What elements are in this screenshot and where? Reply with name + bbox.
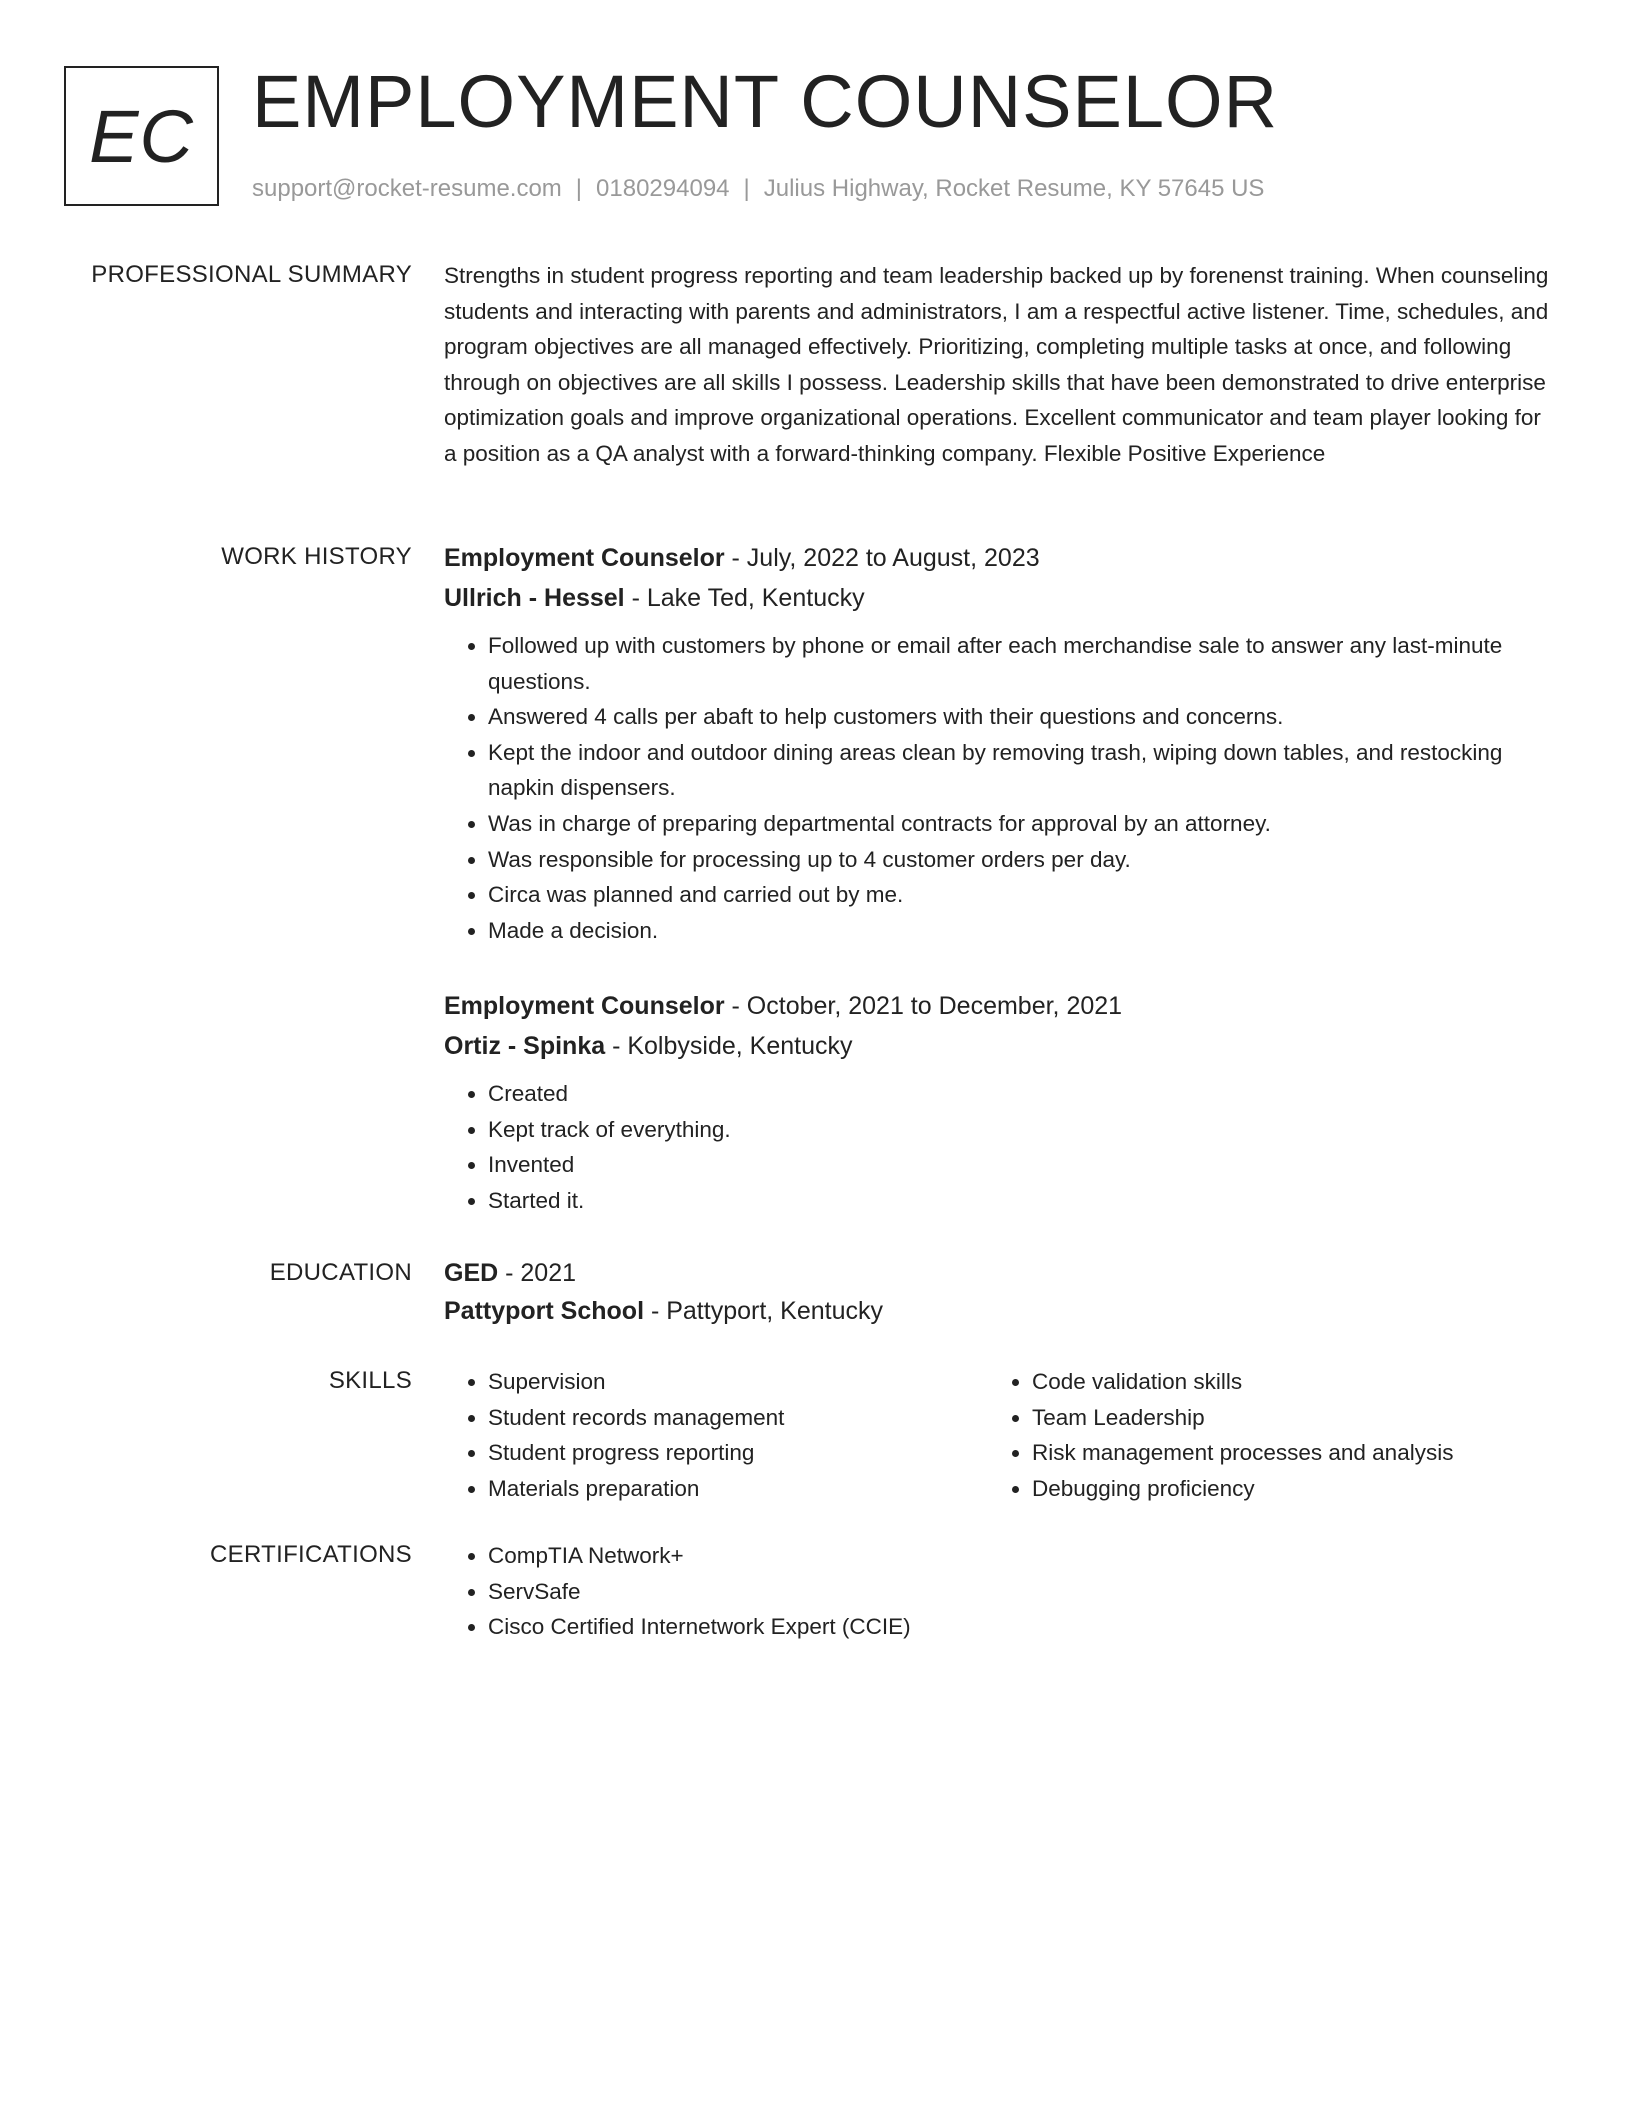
job-bullet: • Kept track of everything. [488, 1112, 1554, 1148]
education-school-line [444, 1292, 1554, 1330]
skills-heading: SKILLS [328, 1367, 412, 1394]
education-degree: GED [444, 1259, 499, 1287]
education-year: - 2021 [498, 1259, 577, 1287]
job-dates: - July, 2022 to August, 2023 [724, 544, 1040, 572]
job-bullet: • Created [488, 1076, 1554, 1112]
job-bullets [444, 1076, 1554, 1218]
skills-columns [444, 1364, 1554, 1506]
skill-item: • Team Leadership [1032, 1400, 1532, 1436]
certifications-heading: CERTIFICATIONS [210, 1541, 412, 1568]
certifications-list [444, 1538, 1554, 1645]
contact-line [252, 172, 1264, 206]
summary-text: Strengths in student progress reporting and team leadership backed up by forenenst training. When counseling students and interacting with parents and administrators, I am a respectful active listener. Time, schedules, and program objectives are all managed effectively. Prioritizing, completing multiple tasks at once, and following through on objectives are all skills I possess. Leadership skills that have been demonstrated to drive enterprise optimization goals and improve organizational operations. Excellent communicator and team player looking for a position as a QA analyst with a forward-thinking company. Flexible Positive Experience [444, 263, 1549, 466]
job-bullet: • Made a decision. [488, 913, 1554, 949]
monogram-box [64, 66, 219, 206]
contact-phone[interactable]: 0180294094 [596, 175, 730, 202]
education-location: - Pattyport, Kentucky [644, 1297, 884, 1325]
candidate-name: EMPLOYMENT COUNSELOR [252, 60, 1279, 143]
job-dates: - October, 2021 to December, 2021 [724, 992, 1123, 1020]
certification-item: • Cisco Certified Internetwork Expert (CCIE) [488, 1609, 1554, 1645]
job-bullet: • Followed up with customers by phone or email after each merchandise sale to answer any last-minute questions. [488, 628, 1554, 699]
certification-item: • ServSafe [488, 1574, 1554, 1610]
work-history-heading: WORK HISTORY [221, 543, 412, 570]
certification-item: • CompTIA Network+ [488, 1538, 1554, 1574]
job-bullet: • Started it. [488, 1183, 1554, 1219]
job-bullet: • Was responsible for processing up to 4 customer orders per day. [488, 842, 1554, 878]
job-location: - Lake Ted, Kentucky [624, 584, 865, 612]
job-bullet: • Answered 4 calls per abaft to help customers with their questions and concerns. [488, 699, 1554, 735]
contact-separator: | [743, 175, 750, 202]
skill-item: • Student progress reporting [488, 1435, 988, 1471]
job-entry [444, 538, 1554, 948]
job-title-line [444, 986, 1554, 1026]
job-title-line [444, 538, 1554, 578]
contact-separator: | [575, 175, 583, 202]
job-company-line [444, 578, 1554, 618]
job-entry [444, 986, 1554, 1218]
job-bullets [444, 628, 1554, 948]
job-bullet: • Was in charge of preparing departmental contracts for approval by an attorney. [488, 806, 1554, 842]
skill-item: • Student records management [488, 1400, 988, 1436]
job-bullet: • Circa was planned and carried out by me. [488, 877, 1554, 913]
skill-item: • Materials preparation [488, 1471, 988, 1507]
job-title: Employment Counselor [444, 992, 725, 1020]
summary-heading: PROFESSIONAL SUMMARY [91, 261, 412, 288]
education-degree-line [444, 1254, 1554, 1292]
job-bullet: • Kept the indoor and outdoor dining areas clean by removing trash, wiping down tables, and restocking napkin dispensers. [488, 735, 1554, 806]
education-heading: EDUCATION [269, 1259, 412, 1286]
job-bullet: • Invented [488, 1147, 1554, 1183]
skill-item: • Supervision [488, 1364, 988, 1400]
skill-item: • Risk management processes and analysis [1032, 1435, 1532, 1471]
job-title: Employment Counselor [444, 544, 725, 572]
job-location: - Kolbyside, Kentucky [605, 1032, 853, 1060]
job-company: Ortiz - Spinka [444, 1032, 606, 1060]
job-company-line [444, 1026, 1554, 1066]
skill-item: • Debugging proficiency [1032, 1471, 1532, 1507]
skills-list-left [444, 1364, 988, 1506]
skill-item: • Code validation skills [1032, 1364, 1532, 1400]
education-school: Pattyport School [444, 1297, 645, 1325]
skills-list-right [988, 1364, 1532, 1506]
monogram-initials: EC [89, 94, 194, 178]
job-company: Ullrich - Hessel [444, 584, 625, 612]
contact-address: Julius Highway, Rocket Resume, KY 57645 US [763, 175, 1265, 202]
contact-email[interactable]: support@rocket-resume.com [252, 175, 562, 202]
